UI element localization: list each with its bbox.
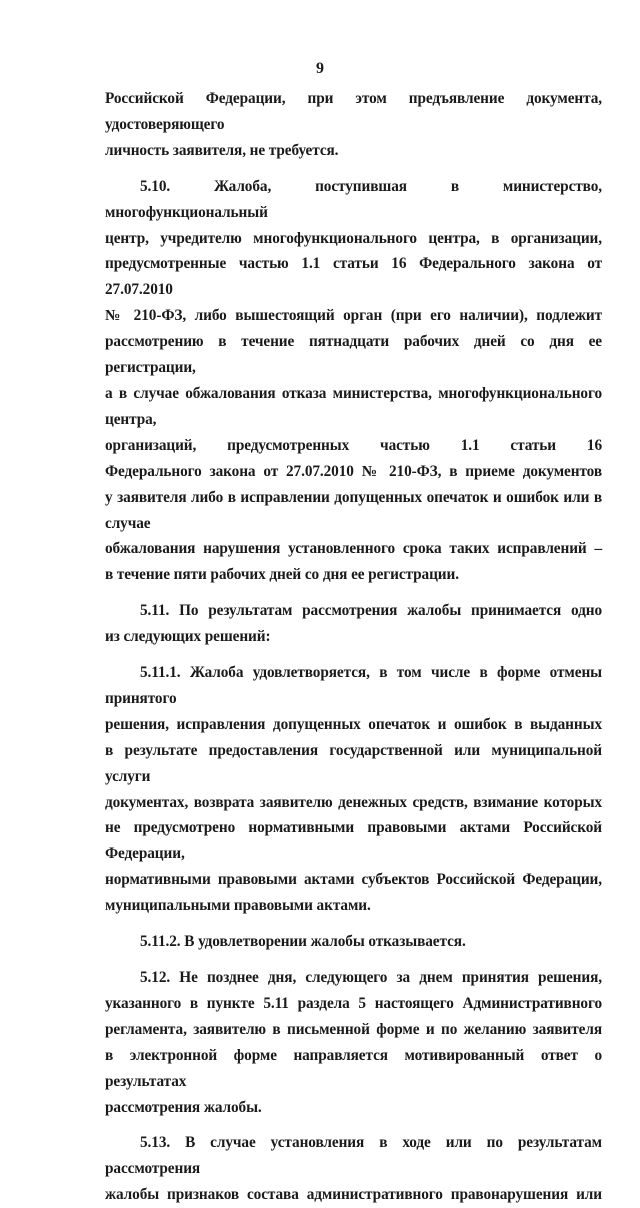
text-line: личность заявителя, не требуется.: [105, 141, 339, 159]
document-body: [105, 86, 602, 1208]
paragraph: [105, 660, 602, 919]
text-line: 5.10. Жалоба, поступившая в министерство, многофункциональный: [105, 177, 602, 221]
text-line: организаций, предусмотренных частью 1.1 статьи 16: [105, 436, 602, 454]
text-line: муниципальными правовыми актами.: [105, 897, 371, 915]
text-line: предусмотренные частью 1.1 статьи 16 Федерального закона от 27.07.2010: [105, 255, 602, 299]
text-line: рассмотрения жалобы.: [105, 1098, 262, 1116]
text-line: жалобы признаков состава административного правонарушения или: [105, 1186, 602, 1204]
text-line: обжалования нарушения установленного срока таких исправлений –: [105, 540, 602, 558]
text-line: а в случае обжалования отказа министерства, многофункционального центра,: [105, 384, 602, 428]
text-line: 5.11.1. Жалоба удовлетворяется, в том числе в форме отмены принятого: [105, 664, 602, 707]
text-line: нормативными правовыми актами субъектов Российской Федерации,: [105, 871, 602, 889]
text-line: документах, возврата заявителю денежных средств, взимание которых: [105, 793, 602, 811]
page-number: 9: [316, 60, 324, 77]
paragraph: [105, 86, 602, 164]
text-line: указанного в пункте 5.11 раздела 5 настоящего Административного: [105, 994, 602, 1012]
text-line: в результате предоставления государственной или муниципальной услуги: [105, 741, 602, 785]
text-line: из следующих решений:: [105, 628, 271, 646]
paragraph: [105, 174, 602, 589]
text-line: 5.12. Не позднее дня, следующего за днем принятия решения,: [140, 969, 602, 986]
paragraph: [105, 929, 602, 955]
paragraph: [105, 1130, 602, 1208]
text-line: у заявителя либо в исправлении допущенных опечаток и ошибок или в случае: [105, 488, 602, 532]
text-line: регламента, заявителю в письменной форме и по желанию заявителя: [105, 1020, 602, 1038]
text-line: рассмотрению в течение пятнадцати рабочих дней со дня ее регистрации,: [105, 333, 602, 377]
text-line: в течение пяти рабочих дней со дня ее регистрации.: [105, 566, 459, 584]
text-line: центр, учредителю многофункционального центра, в организации,: [105, 229, 602, 247]
text-line: Федерального закона от 27.07.2010 № 210-ФЗ, в приеме документов: [105, 462, 602, 480]
text-line: в электронной форме направляется мотивированный ответ о результатах: [105, 1046, 602, 1090]
text-line: № 210-ФЗ, либо вышестоящий орган (при его наличии), подлежит: [105, 307, 602, 325]
text-line: 5.11.2. В удовлетворении жалобы отказывается.: [140, 933, 466, 951]
text-line: решения, исправления допущенных опечаток и ошибок в выданных: [105, 715, 602, 733]
text-line: не предусмотрено нормативными правовыми актами Российской Федерации,: [105, 819, 602, 863]
paragraph: [105, 965, 602, 1120]
text-line: 5.11. По результатам рассмотрения жалобы принимается одно: [140, 602, 602, 620]
text-line: Российской Федерации, при этом предъявление документа, удостоверяющего: [105, 90, 602, 133]
paragraph: [105, 598, 602, 650]
text-line: 5.13. В случае установления в ходе или по результатам рассмотрения: [105, 1134, 602, 1178]
